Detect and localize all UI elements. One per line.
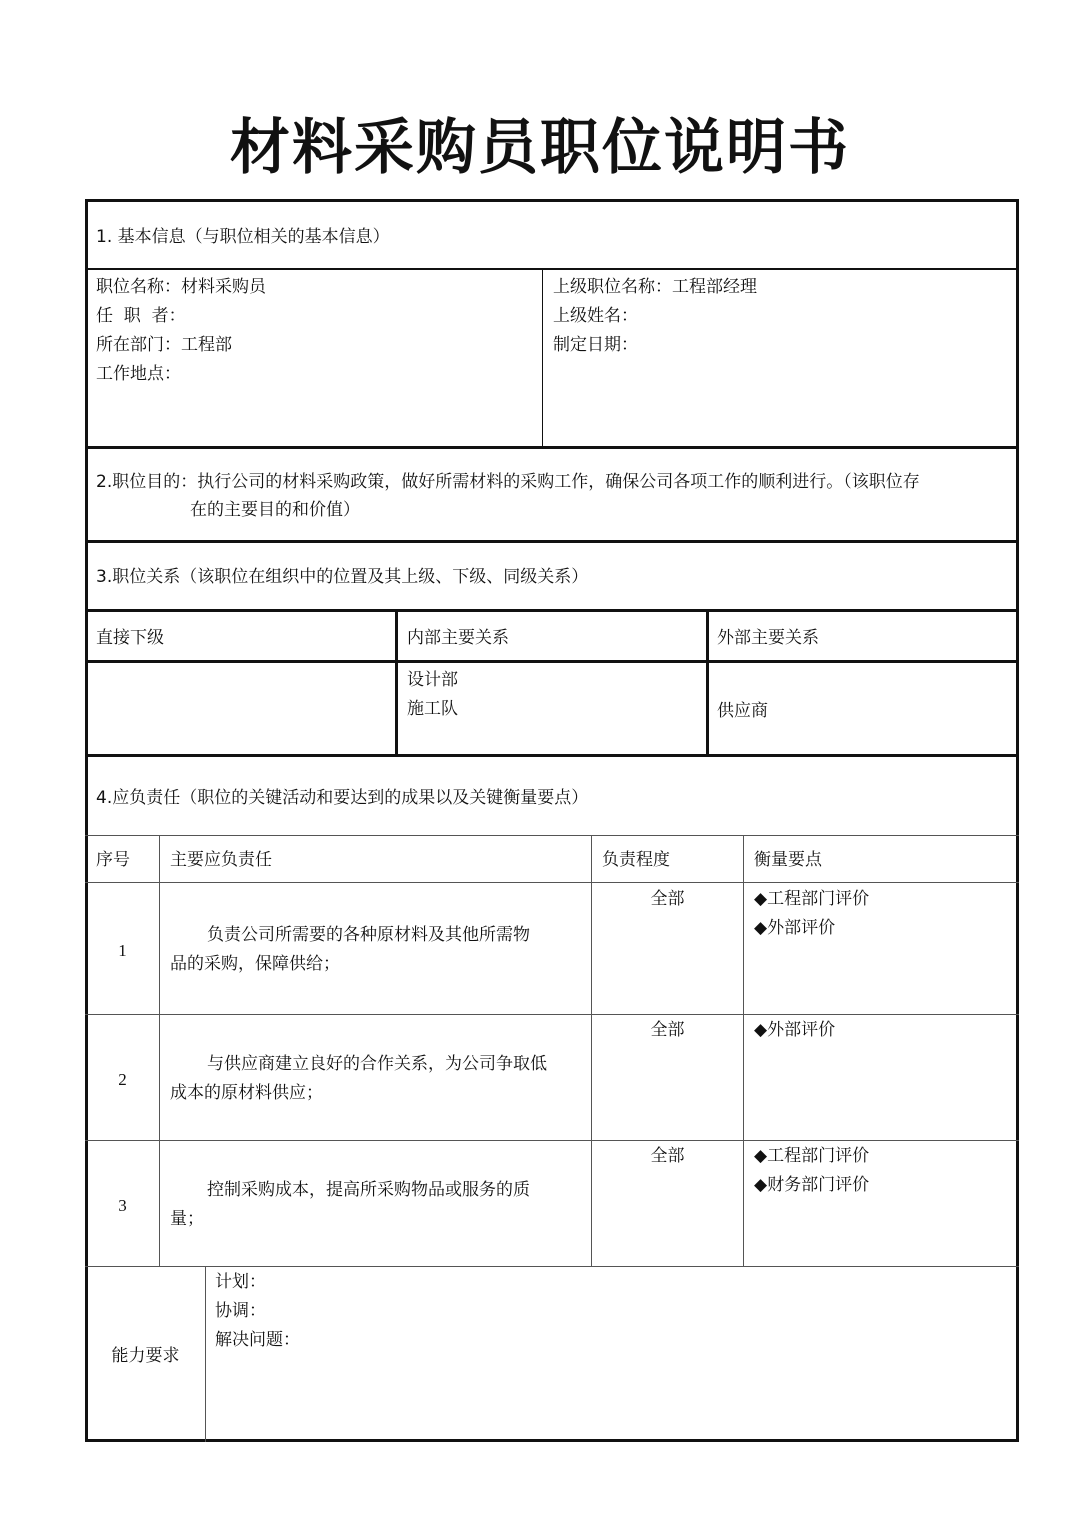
divider [85,1266,1019,1267]
ability-planning: 计划： [215,1272,266,1292]
row-no: 2 [118,1070,127,1089]
col-no: 序号 [96,850,130,870]
ability-coordination: 协调： [215,1301,266,1321]
divider [85,1014,1019,1015]
col-degree: 负责程度 [602,850,670,870]
row-responsibility-cont: 品的采购，保障供给； [170,954,340,974]
section-4-heading: 4.应负责任（职位的关键活动和要达到的成果以及关键衡量要点） [96,788,589,808]
divider [542,269,543,447]
row-measure: ◆工程部门评价 [754,889,870,909]
internal-relation: 设计部 [407,670,458,690]
divider [159,835,160,1266]
divider [85,835,1019,836]
divider [743,835,744,1266]
row-measure: ◆外部评价 [754,918,836,938]
row-responsibility-cont: 成本的原材料供应； [170,1083,323,1103]
row-no: 3 [118,1196,127,1215]
divider [85,660,1019,663]
col-measures: 衡量要点 [754,850,822,870]
col-responsibility: 主要应负责任 [170,850,272,870]
divider [85,754,1019,757]
date-created: 制定日期： [553,335,638,355]
divider [85,268,1019,270]
row-responsibility: 与供应商建立良好的合作关系，为公司争取低 [207,1054,547,1074]
row-measure: ◆工程部门评价 [754,1146,870,1166]
divider [706,610,709,756]
divider [85,446,1019,449]
row-responsibility-cont: 量； [170,1209,204,1229]
ability-label: 能力要求 [111,1346,180,1366]
divider [85,1140,1019,1141]
divider [205,1266,206,1442]
divider [85,609,1019,612]
position-purpose: 2.职位目的：执行公司的材料采购政策，做好所需材料的采购工作，确保公司各项工作的顺利进行。（该职位存 [96,472,920,492]
row-measure: ◆财务部门评价 [754,1175,870,1195]
external-relation: 供应商 [717,701,768,721]
position-name: 职位名称：材料采购员 [96,277,266,297]
position-purpose-cont: 在的主要目的和价值） [190,500,360,520]
row-degree: 全部 [650,1146,685,1166]
form-table [85,199,1019,1442]
page-title: 材料采购员职位说明书 [230,113,850,183]
superior-name: 上级姓名： [553,306,638,326]
department: 所在部门：工程部 [96,335,232,355]
divider [85,882,1019,883]
row-degree: 全部 [650,1020,685,1040]
row-degree: 全部 [650,889,685,909]
row-responsibility: 控制采购成本，提高所采购物品或服务的质 [207,1180,530,1200]
col-direct-subordinates: 直接下级 [96,628,164,648]
col-internal-relations: 内部主要关系 [407,628,509,648]
divider [85,540,1019,543]
section-3-heading: 3.职位关系（该职位在组织中的位置及其上级、下级、同级关系） [96,567,589,587]
row-measure: ◆外部评价 [754,1020,836,1040]
ability-problem-solving: 解决问题： [215,1330,300,1350]
superior-position: 上级职位名称：工程部经理 [553,277,757,297]
row-no: 1 [118,941,127,960]
section-1-heading: 1. 基本信息（与职位相关的基本信息） [96,227,390,247]
incumbent: 任 职 者： [96,306,186,326]
divider [395,610,398,756]
row-responsibility: 负责公司所需要的各种原材料及其他所需物 [207,925,530,945]
col-external-relations: 外部主要关系 [717,628,819,648]
internal-relation: 施工队 [407,699,458,719]
work-location: 工作地点： [96,364,181,384]
